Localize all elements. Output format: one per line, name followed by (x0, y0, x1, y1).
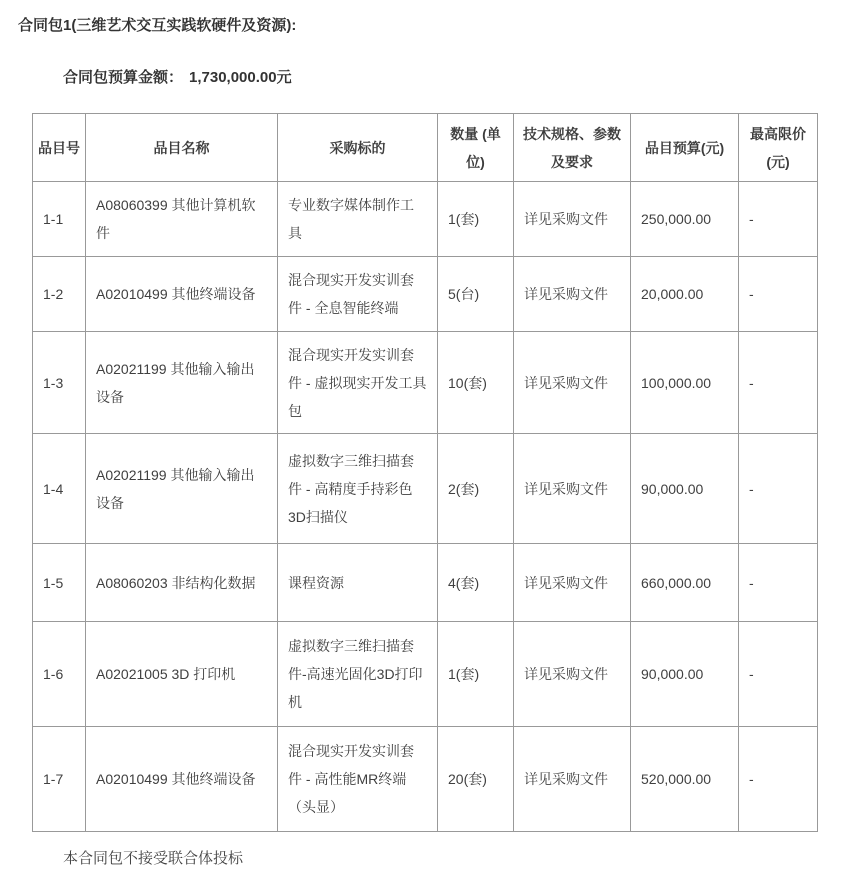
cell-item-no: 1-2 (33, 257, 86, 332)
cell-item-no: 1-7 (33, 727, 86, 832)
cell-budget: 250,000.00 (631, 182, 739, 257)
cell-quantity: 1(套) (438, 622, 514, 727)
budget-label: 合同包预算金额： (63, 69, 184, 86)
cell-spec: 详见采购文件 (514, 257, 631, 332)
cell-quantity: 10(套) (438, 332, 514, 434)
cell-spec: 详见采购文件 (514, 332, 631, 434)
cell-max-price: - (739, 622, 818, 727)
cell-budget: 90,000.00 (631, 434, 739, 544)
cell-item-name: A02021199 其他输入输出设备 (86, 332, 278, 434)
footer-note: 本合同包不接受联合体投标 (63, 850, 244, 867)
cell-max-price: - (739, 182, 818, 257)
cell-max-price: - (739, 544, 818, 622)
cell-quantity: 1(套) (438, 182, 514, 257)
column-header: 品目名称 (86, 114, 278, 182)
cell-quantity: 4(套) (438, 544, 514, 622)
cell-budget: 520,000.00 (631, 727, 739, 832)
cell-budget: 20,000.00 (631, 257, 739, 332)
cell-item-name: A08060399 其他计算机软件 (86, 182, 278, 257)
table-row (33, 727, 818, 832)
cell-target: 混合现实开发实训套件 - 高性能MR终端（头显） (278, 727, 438, 832)
cell-spec: 详见采购文件 (514, 727, 631, 832)
cell-target: 混合现实开发实训套件 - 虚拟现实开发工具包 (278, 332, 438, 434)
cell-item-no: 1-6 (33, 622, 86, 727)
cell-item-no: 1-1 (33, 182, 86, 257)
cell-target: 混合现实开发实训套件 - 全息智能终端 (278, 257, 438, 332)
cell-budget: 100,000.00 (631, 332, 739, 434)
cell-spec: 详见采购文件 (514, 182, 631, 257)
cell-spec: 详见采购文件 (514, 434, 631, 544)
cell-budget: 90,000.00 (631, 622, 739, 727)
cell-target: 虚拟数字三维扫描套件 - 高精度手持彩色3D扫描仪 (278, 434, 438, 544)
cell-target: 专业数字媒体制作工具 (278, 182, 438, 257)
cell-max-price: - (739, 434, 818, 544)
column-header: 技术规格、参数及要求 (514, 114, 631, 182)
cell-max-price: - (739, 332, 818, 434)
package-title: 合同包1(三维艺术交互实践软硬件及资源): (18, 17, 297, 34)
header-row (33, 114, 818, 182)
cell-item-no: 1-3 (33, 332, 86, 434)
table-body (33, 182, 818, 832)
cell-spec: 详见采购文件 (514, 622, 631, 727)
column-header: 品目预算(元) (631, 114, 739, 182)
cell-item-no: 1-5 (33, 544, 86, 622)
procurement-page (0, 14, 863, 868)
cell-quantity: 2(套) (438, 434, 514, 544)
column-header: 数量 (单位) (438, 114, 514, 182)
cell-max-price: - (739, 727, 818, 832)
cell-budget: 660,000.00 (631, 544, 739, 622)
cell-item-name: A02010499 其他终端设备 (86, 727, 278, 832)
cell-item-no: 1-4 (33, 434, 86, 544)
table-row (33, 622, 818, 727)
budget-line (63, 66, 863, 87)
table-row (33, 434, 818, 544)
cell-item-name: A02010499 其他终端设备 (86, 257, 278, 332)
cell-quantity: 5(台) (438, 257, 514, 332)
cell-item-name: A02021199 其他输入输出设备 (86, 434, 278, 544)
column-header: 最高限价 (元) (739, 114, 818, 182)
cell-quantity: 20(套) (438, 727, 514, 832)
cell-target: 课程资源 (278, 544, 438, 622)
cell-item-name: A02021005 3D 打印机 (86, 622, 278, 727)
table-row (33, 332, 818, 434)
cell-item-name: A08060203 非结构化数据 (86, 544, 278, 622)
table-row (33, 182, 818, 257)
items-table (32, 113, 818, 832)
cell-target: 虚拟数字三维扫描套件-高速光固化3D打印机 (278, 622, 438, 727)
table-row (33, 544, 818, 622)
column-header: 品目号 (33, 114, 86, 182)
budget-value: 1,730,000.00元 (189, 69, 292, 86)
column-header: 采购标的 (278, 114, 438, 182)
table-header (33, 114, 818, 182)
cell-max-price: - (739, 257, 818, 332)
cell-spec: 详见采购文件 (514, 544, 631, 622)
table-row (33, 257, 818, 332)
